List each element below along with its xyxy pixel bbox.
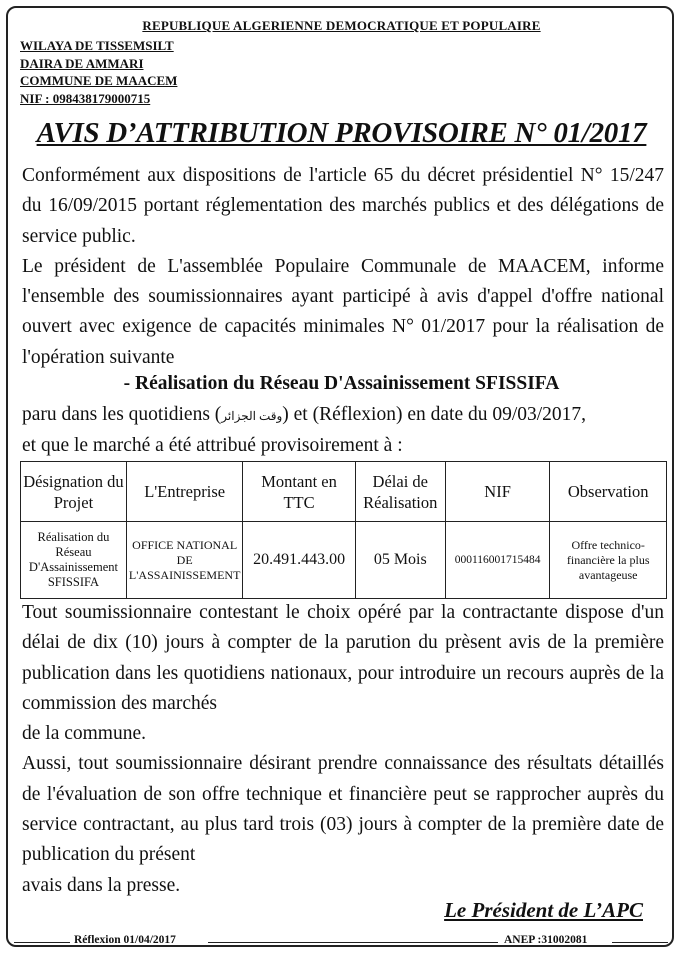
wilaya-line: WILAYA DE TISSEMSILT <box>20 38 174 53</box>
cell-nif: 000116001715484 <box>445 522 550 599</box>
nif-line: NIF : 098438179000715 <box>20 90 151 106</box>
closing-paragraph-2-end: avais dans la presse. <box>22 874 181 896</box>
footer-rule-middle <box>208 942 498 943</box>
header-entreprise: L'Entreprise <box>126 462 243 522</box>
operation-name: - Réalisation du Réseau D'Assainissement SFISSIFA <box>123 373 560 394</box>
cell-projet: Réalisation du Réseau D'Assainissement SFISSIFA <box>21 522 127 599</box>
closing-paragraph-1-end: de la commune. <box>22 723 146 745</box>
footer-rule-left <box>14 942 70 943</box>
administration-block <box>20 37 177 107</box>
cell-montant: 20.491.443.00 <box>243 522 355 599</box>
notice-title: AVIS D’ATTRIBUTION PROVISOIRE N° 01/2017 <box>36 117 647 149</box>
republic-header: REPUBLIQUE ALGERIENNE DEMOCRATIQUE ET POPULAIRE <box>142 18 541 33</box>
table-row <box>21 522 667 599</box>
publication-block <box>22 400 664 462</box>
intro-paragraph-1: Conformément aux dispositions de l'article 65 du décret présidentiel N° 15/247 du 16/09/2015 portant réglementation des marchés publics et des délégations de service public. <box>22 165 664 247</box>
header-delai: Délai de Réalisation <box>355 462 445 522</box>
cell-observation: Offre technico-financière la plus avantageuse <box>550 522 667 599</box>
header-designation: Désignation du Projet <box>21 462 127 522</box>
closing-paragraph-2: Aussi, tout soumissionnaire désirant prendre connaissance des résultats détaillés de l'évaluation de son offre technique et financière peut se rapprocher auprès du service contractant, au plus tard trois (03) jours à compter de la première date de publication du présent <box>22 753 664 866</box>
table-header-row <box>21 462 667 522</box>
publication-suffix: ) et (Réflexion) en date du 09/03/2017, <box>282 404 587 425</box>
signature: Le Président de L’APC <box>444 898 643 922</box>
cell-delai: 05 Mois <box>355 522 445 599</box>
footer-publication: Réflexion 01/04/2017 <box>74 934 176 946</box>
closing-paragraph-1: Tout soumissionnaire contestant le choix opéré par la contractante dispose d'un délai de dix (10) jours à compter de la parution du prèsent avis de la première publication dans les quotidiens nationaux, pour introduire un recours auprès de la commission des marchés <box>22 602 664 714</box>
commune-line: COMMUNE DE MAACEM <box>20 73 178 88</box>
closing-block <box>22 598 664 901</box>
footer-anep: ANEP :31002081 <box>504 934 588 946</box>
intro-block <box>22 161 664 373</box>
attribution-table <box>20 461 667 599</box>
cell-entreprise: OFFICE NATIONAL DE L'ASSAINISSEMENT <box>126 522 243 599</box>
header-montant: Montant en TTC <box>243 462 355 522</box>
attribution-paragraph: et que le marché a été attribué provisoirement à : <box>22 435 403 457</box>
publication-paragraph <box>22 400 664 431</box>
publication-prefix: paru dans les quotidiens ( <box>22 404 222 425</box>
daira-line: DAIRA DE AMMARI <box>20 55 144 71</box>
arabic-newspaper-name: وقت الجزائر <box>221 409 283 423</box>
header-observation: Observation <box>550 462 667 522</box>
intro-paragraph-2: Le président de L'assemblée Populaire Communale de MAACEM, informe l'ensemble des soumissionnaires ayant participé à avis d'appel d'offre national ouvert avec exigence de capacités minimales N° 01/2017 pour la réalisation de l'opération suivante <box>22 255 664 368</box>
footer-rule-right <box>612 942 668 943</box>
header-nif: NIF <box>445 462 550 522</box>
